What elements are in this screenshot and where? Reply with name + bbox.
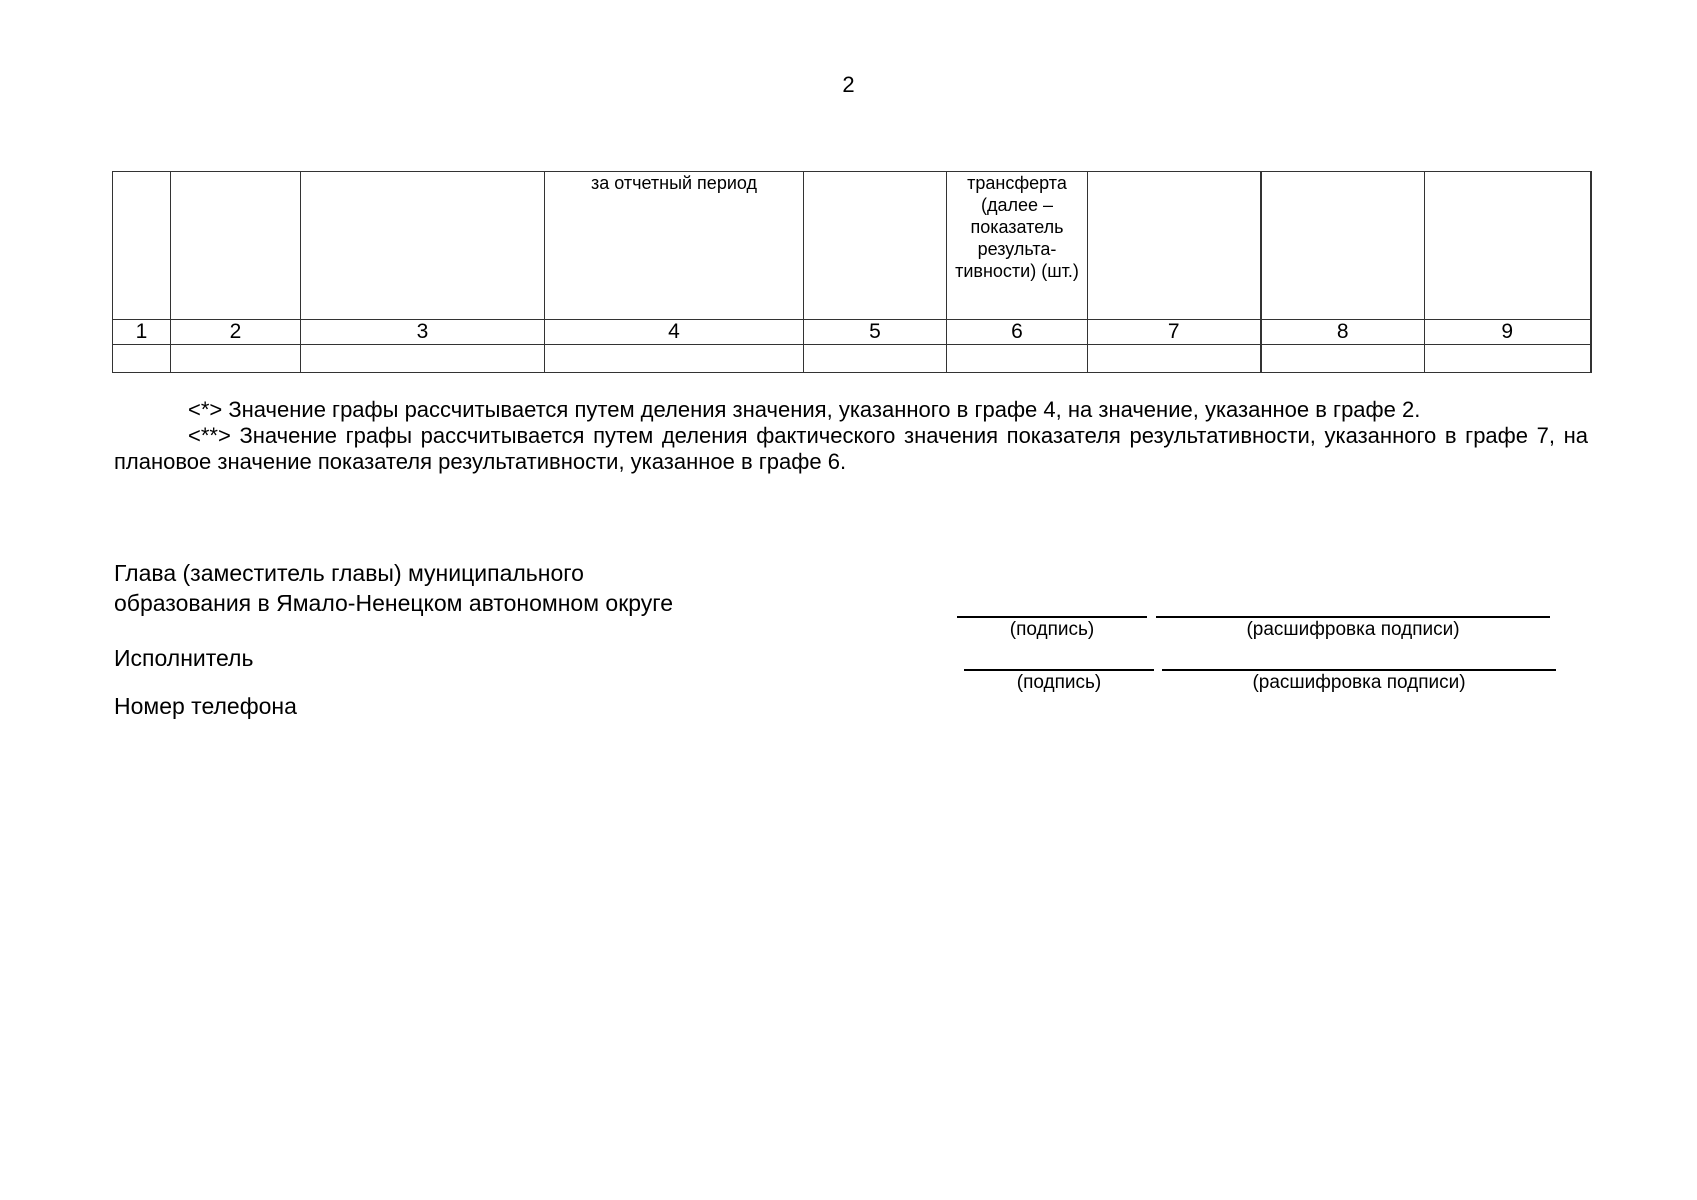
page-number: 2 [842,72,855,97]
header-cell-3 [301,172,545,320]
column-number: 1 [113,320,171,345]
table-cell [171,345,301,373]
executor-decoding-line [1162,669,1556,671]
column-number: 5 [804,320,947,345]
header-cell-1 [113,172,171,320]
head-signature-caption: (подпись) [1009,619,1095,640]
header-cell-8 [1261,172,1425,320]
column-number: 2 [171,320,301,345]
column-number: 3 [301,320,545,345]
head-title-line2: образования в Ямало-Ненецком автономном округе [114,590,673,616]
footnotes [114,397,1588,475]
table-cell [804,345,947,373]
table-cell [545,345,804,373]
table-cell [301,345,545,373]
header-cell-7 [1088,172,1261,320]
executor-signature-caption: (подпись) [1016,672,1102,693]
header-cell-6: трансферта (далее – показатель результа-тивности) (шт.) [947,172,1088,320]
table-cell [947,345,1088,373]
table-cell [1425,345,1591,373]
header-cell-2 [171,172,301,320]
report-table [112,171,1592,373]
head-title [114,558,673,618]
column-number: 7 [1088,320,1261,345]
column-number: 8 [1261,320,1425,345]
table-cell [1088,345,1261,373]
table-header-row [113,172,1591,320]
table-cell [1261,345,1425,373]
footnote-1: <*> Значение графы рассчитывается путем деления значения, указанного в графе 4, на значение, указанное в графе 2. [188,397,1421,422]
column-number: 4 [545,320,804,345]
phone-label: Номер телефона [114,693,297,719]
header-cell-4: за отчетный период [545,172,804,320]
column-number: 6 [947,320,1088,345]
column-number: 9 [1425,320,1591,345]
table-cell [113,345,171,373]
head-decoding-caption: (расшифровка подписи) [1246,619,1460,640]
executor-label: Исполнитель [114,645,254,671]
header-cell-5 [804,172,947,320]
executor-signature-line [964,669,1154,671]
table-row [113,345,1591,373]
head-signature-line [957,616,1147,618]
head-decoding-line [1156,616,1550,618]
head-title-line1: Глава (заместитель главы) муниципального [114,560,584,586]
column-number-row [113,320,1591,345]
executor-decoding-caption: (расшифровка подписи) [1252,672,1466,693]
header-cell-9 [1425,172,1591,320]
footnote-2: <**> Значение графы рассчитывается путем деления фактического значения показателя результативности, указанного в графе 7, на плановое значение показателя результативности, указанное в графе 6. [114,423,1588,474]
